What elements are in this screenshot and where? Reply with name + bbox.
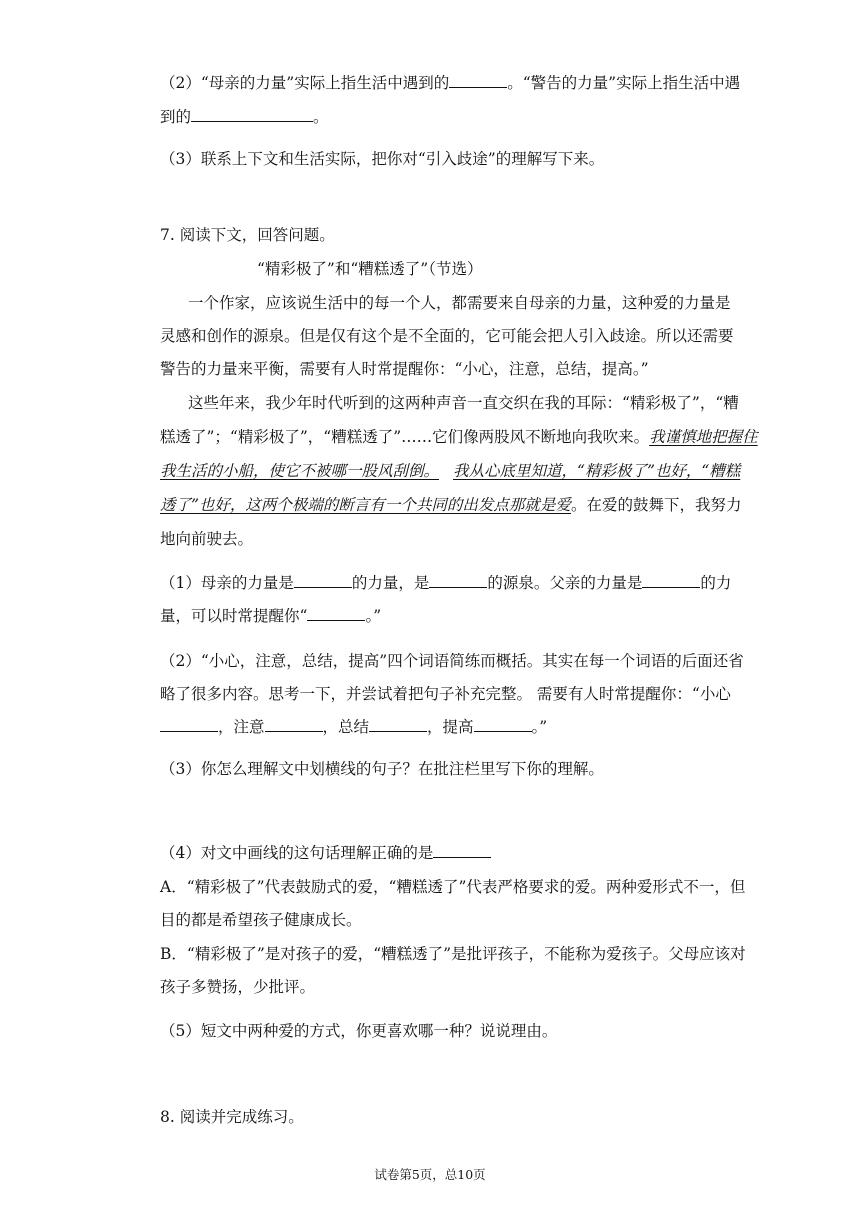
passage-para2-line2: 糕透了”；“精彩极了”，“糟糕透了”……它们像两股风不断地向我吹来。我谨慎地把握住 xyxy=(160,428,758,446)
answer-blank[interactable] xyxy=(265,717,323,732)
answer-blank[interactable] xyxy=(369,717,427,732)
q7-sub5: （5）短文中两种爱的方式，你更喜欢哪一种？说说理由。 xyxy=(160,1022,558,1040)
option-b-line2: 孩子多赞扬，少批评。 xyxy=(160,978,316,996)
page-footer: 试卷第5页，总10页 xyxy=(374,1167,486,1182)
underlined-sentence-1-cont: 我生活的小船，使它不被哪一股风刮倒。 xyxy=(160,462,440,480)
underlined-sentence-2: 我从心底里知道，“精彩极了”也好，“糟糕 xyxy=(453,462,741,480)
answer-blank[interactable] xyxy=(474,717,532,732)
underlined-sentence-2-cont: 透了”也好，这两个极端的断言有一个共同的出发点那就是爱 xyxy=(160,496,571,514)
passage-para2-line3 xyxy=(160,460,740,482)
q7-sub3: （3）你怎么理解文中划横线的句子？在批注栏里写下你的理解。 xyxy=(160,760,604,778)
answer-blank[interactable] xyxy=(307,606,365,621)
q7-heading: 7. 阅读下文，回答问题。 xyxy=(160,226,335,244)
q6-part2-line1: （2）“母亲的力量”实际上指生活中遇到的 。“警告的力量”实际上指生活中遇 xyxy=(160,74,741,92)
q6-part3: （3）联系上下文和生活实际，把你对“引入歧途”的理解写下来。 xyxy=(160,150,605,168)
passage-title: “精彩极了”和“糟糕透了”（节选） xyxy=(257,260,483,278)
passage-para2-line1: 这些年来，我少年时代听到的这两种声音一直交织在我的耳际：“精彩极了”，“糟 xyxy=(188,394,739,412)
q8-heading: 8. 阅读并完成练习。 xyxy=(160,1108,304,1126)
passage-para2-line5: 地向前驶去。 xyxy=(160,530,254,548)
passage-para1-line2: 灵感和创作的源泉。但是仅有这个是不全面的，它可能会把人引入歧途。所以还需要 xyxy=(160,327,734,345)
q7-sub2-line1: （2）“小心，注意，总结，提高”四个词语简练而概括。其实在每一个词语的后面还省 xyxy=(160,652,744,670)
option-b-line1[interactable]: B．“精彩极了”是对孩子的爱，“糟糕透了”是批评孩子，不能称为爱孩子。父母应该对 xyxy=(160,945,746,963)
q7-sub1-line1: （1）母亲的力量是 的力量，是 的源泉。父亲的力量是 的力 xyxy=(160,574,732,592)
q6-part2-line2: 到的 。 xyxy=(160,108,329,126)
q7-sub4: （4）对文中画线的这句话理解正确的是 xyxy=(160,842,491,864)
option-a-line1[interactable]: A．“精彩极了”代表鼓励式的爱，“糟糕透了”代表严格要求的爱。两种爱形式不一，但 xyxy=(160,878,746,896)
underlined-sentence-1: 我谨慎地把握住 xyxy=(649,428,758,446)
passage-para2-line4: 透了”也好，这两个极端的断言有一个共同的出发点那就是爱。在爱的鼓舞下，我努力 xyxy=(160,496,742,514)
answer-blank[interactable] xyxy=(449,73,507,88)
answer-blank[interactable] xyxy=(294,573,352,588)
option-a-line2: 目的都是希望孩子健康成长。 xyxy=(160,911,362,929)
q7-sub1-line2: 量，可以时常提醒你“ 。” xyxy=(160,607,382,625)
passage-para1-line1: 一个作家，应该说生活中的每一个人，都需要来自母亲的力量，这种爱的力量是 xyxy=(188,294,731,312)
q7-sub2-line3: ，注意 ，总结 ，提高 。” xyxy=(160,716,547,738)
answer-blank[interactable] xyxy=(160,717,218,732)
answer-blank[interactable] xyxy=(191,107,313,122)
answer-blank[interactable] xyxy=(642,573,700,588)
answer-blank[interactable] xyxy=(433,843,491,858)
answer-blank[interactable] xyxy=(429,573,487,588)
q7-sub2-line2: 略了很多内容。思考一下，并尝试着把句子补充完整。 需要有人时常提醒你：“小心 xyxy=(160,685,731,703)
passage-para1-line3: 警告的力量来平衡，需要有人时常提醒你：“小心，注意，总结，提高。” xyxy=(160,360,649,378)
